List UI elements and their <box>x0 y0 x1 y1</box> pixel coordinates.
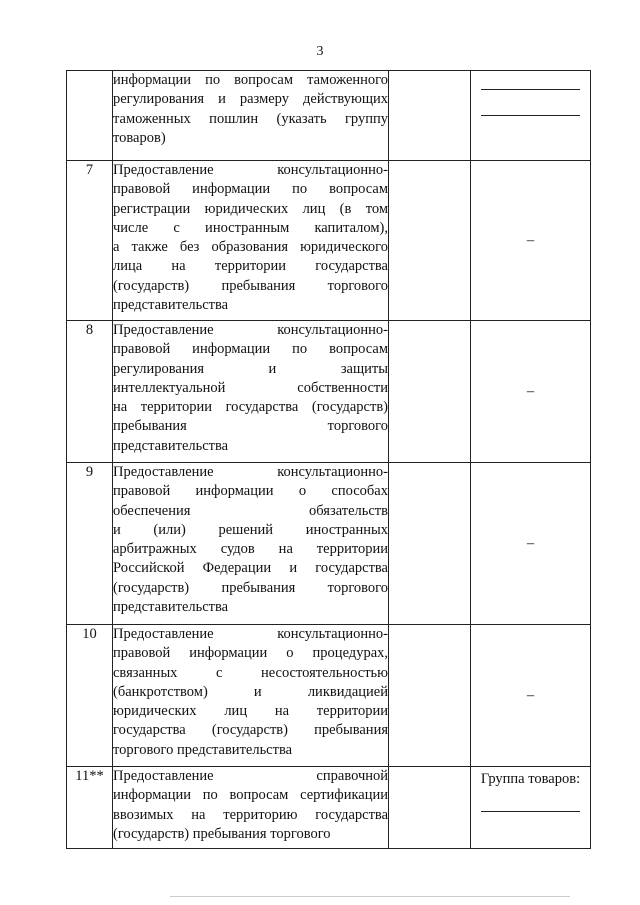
service-description <box>113 71 389 161</box>
description-line: Предоставление справочной <box>113 768 388 784</box>
empty-cell <box>389 161 471 321</box>
services-table <box>66 70 591 849</box>
empty-cell <box>389 767 471 849</box>
extra-cell <box>471 463 591 625</box>
description-line: арбитражных судов на территории <box>113 541 388 558</box>
description-line: регистрации юридических лиц (в том <box>113 200 388 217</box>
service-description <box>113 625 389 767</box>
service-description <box>113 767 389 849</box>
description-line: представительства <box>113 297 229 314</box>
fill-in-line <box>481 89 580 90</box>
extra-cell <box>471 71 591 161</box>
description-line: пребывания торгового <box>113 418 388 435</box>
page-edge-line <box>170 896 570 897</box>
fill-in-line <box>481 115 580 116</box>
description-line: регулирования и размеру действующих <box>113 91 388 108</box>
description-line: правовой информации о способах <box>113 483 388 500</box>
row-number: 8 <box>67 321 113 463</box>
description-line: государства (государств) пребывания <box>113 722 388 739</box>
description-line: правовой информации о процедурах, <box>113 645 388 662</box>
table-row <box>67 767 591 849</box>
description-line: связанных с несостоятельностью <box>113 664 388 681</box>
empty-cell <box>389 625 471 767</box>
row-number: 9 <box>67 463 113 625</box>
extra-cell <box>471 767 591 849</box>
description-line: (банкротством) и ликвидацией <box>113 683 388 700</box>
description-line: Российской Федерации и государства <box>113 560 388 577</box>
description-line: ввозимых на территорию государства <box>113 806 388 823</box>
group-label: Группа товаров: <box>480 771 581 787</box>
extra-cell <box>471 321 591 463</box>
description-line: Предоставление консультационно- <box>113 626 388 642</box>
description-line: (государств) пребывания торгового <box>113 579 388 596</box>
description-line: интеллектуальной собственности <box>113 379 388 396</box>
description-line: правовой информации по вопросам <box>113 341 388 358</box>
description-line: товаров) <box>113 129 166 146</box>
description-line: Предоставление консультационно- <box>113 322 388 338</box>
extra-cell <box>471 161 591 321</box>
service-description <box>113 463 389 625</box>
row-number <box>67 71 113 161</box>
description-line: Предоставление консультационно- <box>113 464 388 480</box>
table-row <box>67 71 591 161</box>
description-line: регулирования и защиты <box>113 360 388 377</box>
description-line: представительства <box>113 599 229 616</box>
fill-in-line <box>481 811 580 812</box>
empty-cell <box>389 463 471 625</box>
description-line: таможенных пошлин (указать группу <box>113 110 388 127</box>
description-line: на территории государства (государств) <box>113 399 388 416</box>
description-line: торгового представительства <box>113 741 293 758</box>
table-row <box>67 463 591 625</box>
row-number: 11** <box>67 767 113 849</box>
service-description <box>113 321 389 463</box>
table-row <box>67 625 591 767</box>
table-row <box>67 161 591 321</box>
empty-cell <box>389 321 471 463</box>
table-row <box>67 321 591 463</box>
description-line: а также без образования юридического <box>113 239 388 256</box>
description-line: и (или) решений иностранных <box>113 521 388 538</box>
dash-mark: – <box>526 686 535 703</box>
row-number: 7 <box>67 161 113 321</box>
page-number: 3 <box>316 44 324 59</box>
description-line: (государств) пребывания торгового <box>113 277 388 294</box>
description-line: юридических лиц на территории <box>113 703 388 720</box>
description-line: информации по вопросам таможенного <box>113 72 388 88</box>
description-line: представительства <box>113 437 229 454</box>
description-line: числе с иностранным капиталом), <box>113 219 388 236</box>
dash-mark: – <box>526 231 535 248</box>
description-line: информации по вопросам сертификации <box>113 787 388 804</box>
extra-cell <box>471 625 591 767</box>
description-line: (государств) пребывания торгового <box>113 825 331 842</box>
dash-mark: – <box>526 382 535 399</box>
dash-mark: – <box>526 534 535 551</box>
row-number: 10 <box>67 625 113 767</box>
description-line: обеспечения обязательств <box>113 502 388 519</box>
empty-cell <box>389 71 471 161</box>
service-description <box>113 161 389 321</box>
description-line: правовой информации по вопросам <box>113 181 388 198</box>
description-line: лица на территории государства <box>113 258 388 275</box>
description-line: Предоставление консультационно- <box>113 162 388 178</box>
